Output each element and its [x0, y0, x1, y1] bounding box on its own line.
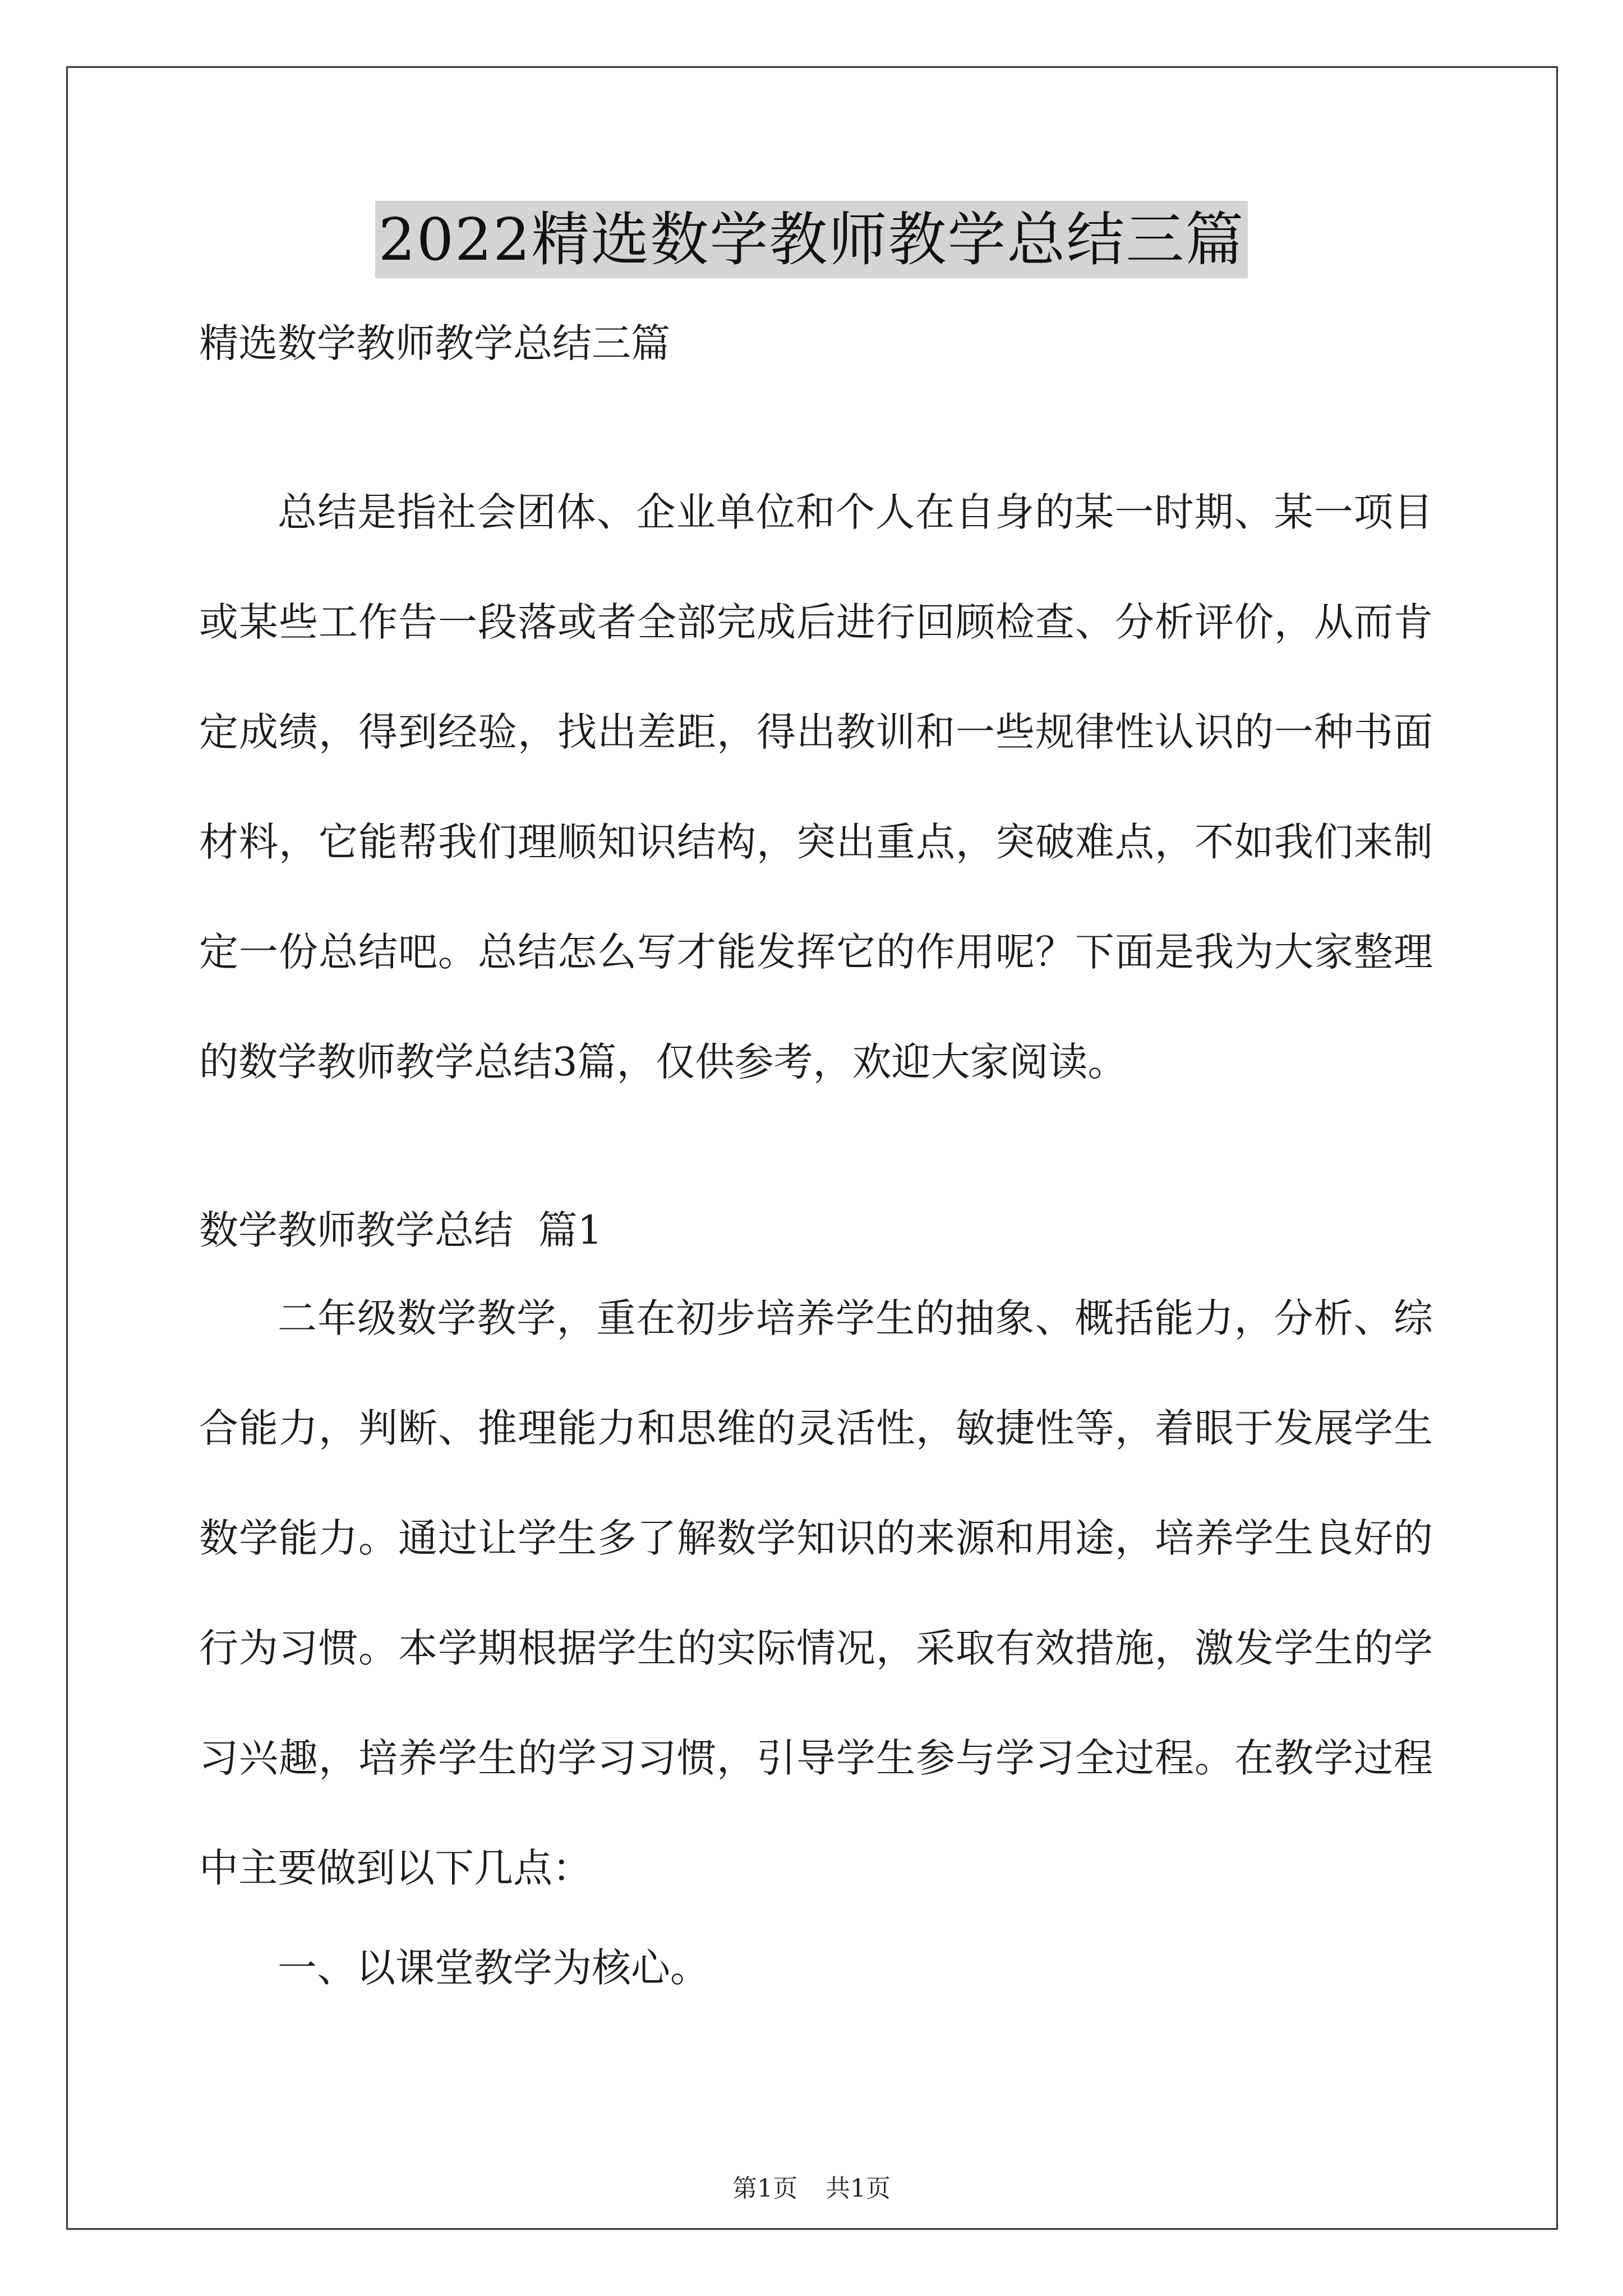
intro-paragraph: 总结是指社会团体、企业单位和个人在自身的某一时期、某一项目或某些工作告一段落或者全部完成后进行回顾检查、分析评价，从而肯定成绩，得到经验，找出差距，得出教训和一些规律性认识的一种书面材料，它能帮我们理顺知识结构，突出重点，突破难点，不如我们来制定一份总结吧。总结怎么写才能发挥它的作用呢？下面是我为大家整理的数学教师教学总结3篇，仅供参考，欢迎大家阅读。: [199, 489, 1433, 1085]
page-footer: [0, 2172, 1623, 2206]
page-number-total: 共1页: [826, 2174, 891, 2203]
page-number-current: 第1页: [732, 2174, 797, 2203]
title-container: [0, 201, 1623, 278]
document-subtitle: 精选数学教师教学总结三篇: [199, 320, 670, 366]
section-paragraph: 二年级数学教学，重在初步培养学生的抽象、概括能力，分析、综合能力，判断、推理能力和思维的灵活性，敏捷性等，着眼于发展学生数学能力。通过让学生多了解数学知识的来源和用途，培养学生良好的行为习惯。本学期根据学生的实际情况，采取有效措施，激发学生的学习兴趣，培养学生的学习习惯，引导学生参与学习全过程。在教学过程中主要做到以下几点：: [199, 1295, 1433, 1891]
section-heading: 数学教师教学总结 篇1: [199, 1207, 603, 1253]
document-title: 2022精选数学教师教学总结三篇: [375, 201, 1248, 278]
point-item-1: 一、以课堂教学为核心。: [278, 1945, 709, 1991]
